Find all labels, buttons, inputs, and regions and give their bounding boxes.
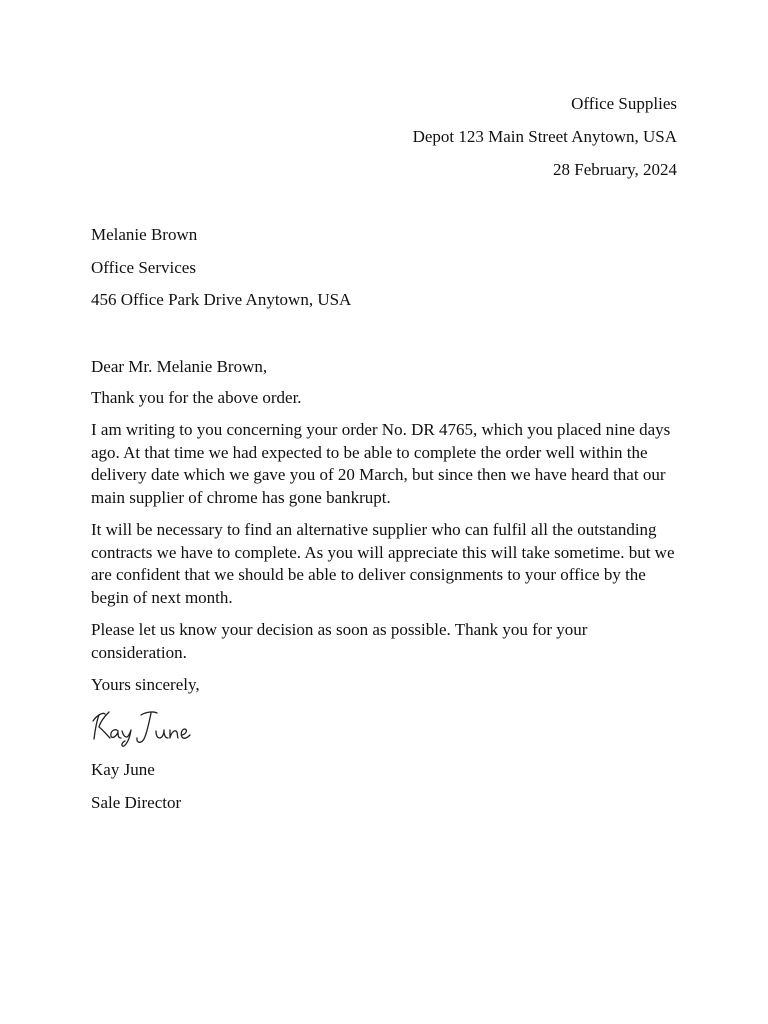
- recipient-block: [91, 223, 351, 321]
- signer-name: Kay June: [91, 760, 155, 779]
- recipient-address: 456 Office Park Drive Anytown, USA: [91, 290, 352, 309]
- body-paragraph: I am writing to you concerning your order No. DR 4765, which you placed nine days ago. At that time we had expected to be able to complete the order well within the delivery date which we gave you of 20 March, but since then we have heard that our main supplier of chrome has gone bankrupt.: [91, 420, 671, 507]
- letter-date: 28 February, 2024: [552, 160, 677, 179]
- sender-block: [413, 92, 677, 191]
- salutation: Dear Mr. Melanie Brown,: [91, 357, 268, 376]
- closing: Yours sincerely,: [91, 675, 200, 694]
- handwritten-signature: [91, 703, 211, 747]
- body-paragraph: It will be necessary to find an alternative supplier who can fulfil all the outstanding contracts we have to complete. As you will appreciate this will take sometime. but we are confident that we should be able to deliver consignments to your office by the begin of next month.: [91, 520, 675, 607]
- recipient-name: Melanie Brown: [91, 225, 198, 244]
- letter-body: [91, 356, 681, 707]
- body-paragraph: Please let us know your decision as soon as possible. Thank you for your consideration.: [91, 620, 588, 662]
- signoff-block: [91, 758, 181, 823]
- sender-company: Office Supplies: [571, 94, 677, 113]
- signer-title: Sale Director: [91, 792, 182, 812]
- recipient-department: Office Services: [91, 257, 196, 277]
- body-paragraph: Thank you for the above order.: [91, 387, 302, 407]
- sender-address: Depot 123 Main Street Anytown, USA: [412, 127, 677, 146]
